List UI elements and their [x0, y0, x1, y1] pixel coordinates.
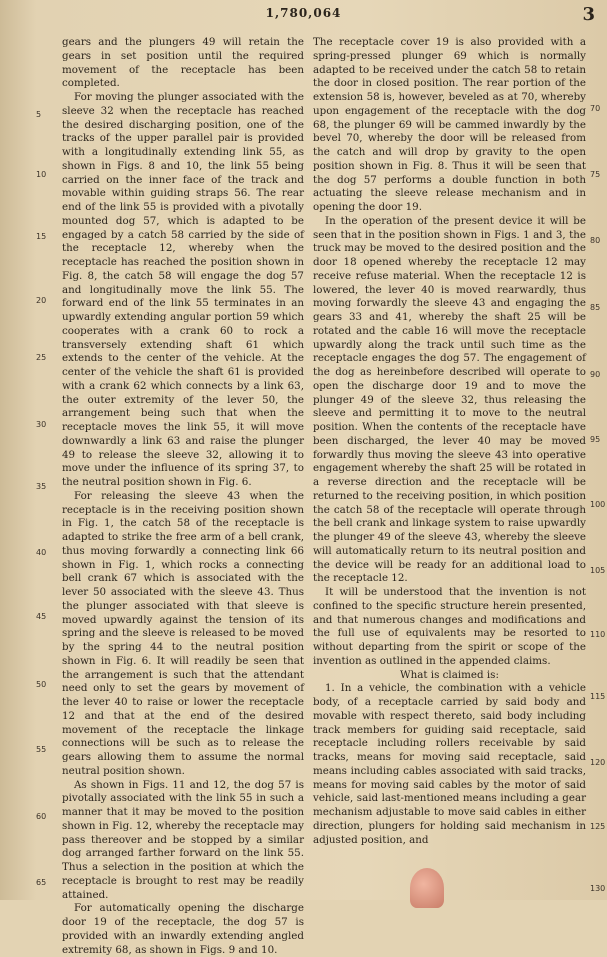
paragraph: For automatically opening the discharge door 19 of the receptacle, the dog 57 is provided with an inwardly extending angled extremity 68, as shown in Figs. 9 and 10.	[62, 902, 304, 956]
line-number: 105	[590, 566, 606, 575]
line-number: 40	[36, 548, 47, 557]
line-number: 5	[36, 110, 42, 119]
line-number: 100	[590, 500, 606, 509]
claim-1: 1. In a vehicle, the combination with a vehicle body, of a receptacle carried by said body and movable with respect thereto, said body including track members for guiding said receptacle, said receptacle including rollers receivable by said tracks, means for moving said receptacle, said means including cables associated with said tracks, means for moving said cables by the motor of said vehicle, said last-mentioned means including a gear mechanism adjustable to move said cables in either direction, plungers for holding said mechanism in adjusted position, and	[313, 682, 586, 846]
paragraph: In the operation of the present device it will be seen that in the position shown in Figs. 1 and 3, the truck may be moved to the desired position and the door 18 opened whereby the receptacle 12 may receive refuse material. When the receptacle 12 is lowered, the lever 40 is moved rearwardly, thus moving forwardly the sleeve 43 and engaging the gears 33 and 41, whereby the shaft 25 will be rotated and the cable 16 will move the receptacle upwardly along the track until such time as the receptacle engages the dog 57. The engagement of the dog as hereinbefore described will operate to open the discharge door 19 and to move the plunger 49 of the sleeve 32, thus releasing the sleeve and permitting it to move to the neutral position. When the contents of the receptacle have been discharged, the lever 40 may be moved forwardly thus moving the sleeve 43 into operative engagement whereby the shaft 25 will be rotated in a reverse direction and the receptacle will be returned to the receiving position, in which position the catch 58 of the receptacle will operate through the bell crank and linkage system to raise upwardly the plunger 49 of the sleeve 43, whereby the sleeve will automatically return to its neutral position and the device will be ready for an additional load to the receptacle 12.	[313, 214, 586, 585]
line-number: 50	[36, 680, 47, 689]
line-number: 80	[590, 236, 601, 245]
paragraph: For moving the plunger associated with the sleeve 32 when the receptacle has reached the desired discharging position, one of the tracks of the upper parallel pair is provided with a longitudinally extending link 55, as shown in Figs. 8 and 10, the link 55 being carried on the inner face of the track and movable within guiding straps 56. The rear end of the link 55 is provided with a pivotally mounted dog 57, which is adapted to be engaged by a catch 58 carried by the side of the receptacle 12, whereby when the receptacle has reached the position shown in Fig. 8, the catch 58 will engage the dog 57 and longitudinally move the link 55. The forward end of the link 55 terminates in an upwardly extending angular portion 59 which cooperates with a crank 60 to rock a transversely extending shaft 61 which extends to the center of the vehicle. At the center of the vehicle the shaft 61 is provided with a crank 62 which connects by a link 63, the outer extremity of the lever 50, the arrangement being such that when the receptacle moves the link 55, it will move downwardly a link 63 and raise the plunger 49 to release the sleeve 32, allowing it to move under the influence of its spring 37, to the neutral position shown in Fig. 6.	[62, 91, 304, 488]
line-number: 55	[36, 745, 47, 754]
line-number: 110	[590, 630, 606, 639]
line-number: 115	[590, 692, 606, 701]
claims-heading: What is claimed is:	[400, 668, 499, 681]
line-number: 90	[590, 370, 601, 379]
line-number: 35	[36, 482, 47, 491]
right-column	[313, 36, 586, 847]
paragraph: As shown in Figs. 11 and 12, the dog 57 is pivotally associated with the link 55 in such a manner that it may be moved to the position shown in Fig. 12, whereby the receptacle may pass thereover and be stopped by a similar dog arranged farther forward on the link 55. Thus a selection in the position at which the receptacle is brought to rest may be readily attained.	[62, 778, 304, 901]
line-number: 10	[36, 170, 47, 179]
page-number: 3	[582, 4, 595, 25]
line-number: 65	[36, 878, 47, 887]
thumb-photo-artifact	[410, 868, 444, 908]
line-number: 20	[36, 296, 47, 305]
line-number: 45	[36, 612, 47, 621]
line-number: 85	[590, 303, 601, 312]
line-number: 60	[36, 812, 47, 821]
line-number: 25	[36, 353, 47, 362]
paragraph: It will be understood that the invention is not confined to the specific structure herein presented, and that numerous changes and modifications and the full use of equivalents may be resorted to without departing from the spirit or scope of the invention as outlined in the appended claims.	[313, 586, 586, 667]
line-number: 125	[590, 822, 606, 831]
line-number: 70	[590, 104, 601, 113]
paragraph: The receptacle cover 19 is also provided with a spring-pressed plunger 69 which is normally adapted to be received under the catch 58 to retain the door in closed position. The rear portion of the extension 58 is, however, beveled as at 70, whereby upon engagement of the receptacle with the dog 68, the plunger 69 will be cammed inwardly by the bevel 70, whereby the door will be released from the catch and will drop by gravity to the open position shown in Fig. 8. Thus it will be seen that the dog 57 performs a double function in both actuating the sleeve release mechanism and in opening the door 19.	[313, 36, 586, 213]
line-number: 75	[590, 170, 601, 179]
line-number: 30	[36, 420, 47, 429]
line-number: 15	[36, 232, 47, 241]
paragraph: gears and the plungers 49 will retain the gears in set position until the required movement of the receptacle has been completed.	[62, 36, 304, 90]
line-number: 95	[590, 435, 601, 444]
line-number: 120	[590, 758, 606, 767]
patent-number: 1,780,064	[265, 6, 342, 20]
line-number: 130	[590, 884, 606, 893]
left-column	[62, 36, 304, 957]
paragraph: For releasing the sleeve 43 when the receptacle is in the receiving position shown in Fig. 1, the catch 58 of the receptacle is adapted to strike the free arm of a bell crank, thus moving forwardly a connecting link 66 shown in Fig. 1, which rocks a connecting bell crank 67 which is associated with the lever 50 associated with the sleeve 43. Thus the plunger associated with that sleeve is moved upwardly against the tension of its spring and the sleeve is released to be moved by the spring 44 to the neutral position shown in Fig. 6. It will readily be seen that the arrangement is such that the attendant need only to set the gears by movement of the lever 40 to raise or lower the receptacle 12 and that at the end of the desired movement of the receptacle the linkage connections will be such as to release the gears allowing them to assume the normal neutral position shown.	[62, 489, 304, 777]
